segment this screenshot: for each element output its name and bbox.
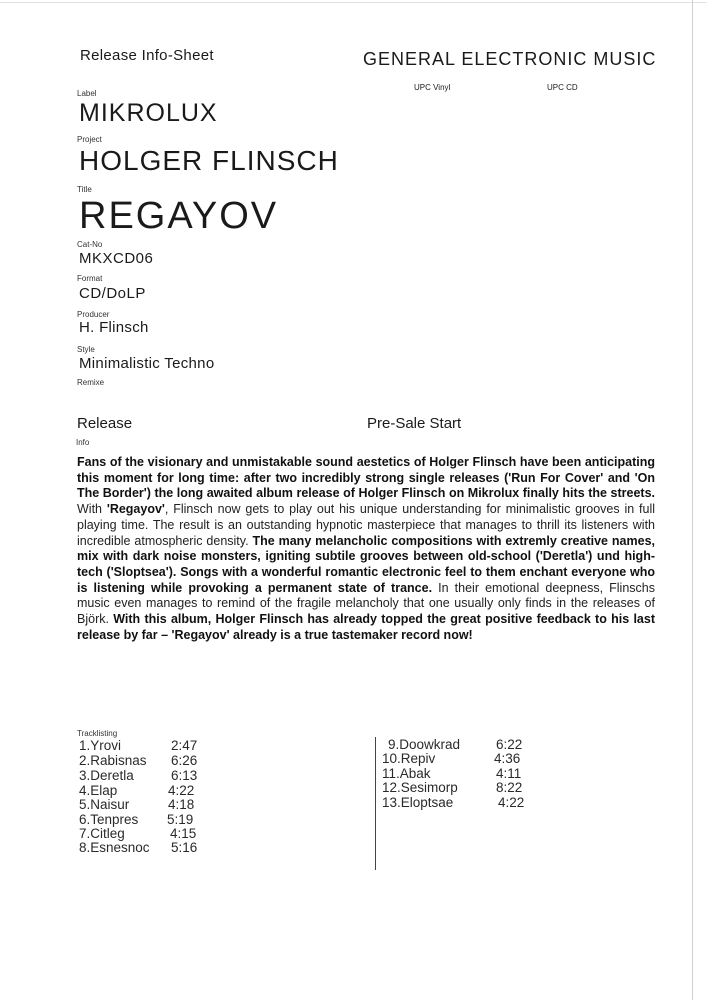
track-title: 4.Elap — [79, 783, 118, 798]
info-segment: The many melancholic compositions with extremly creative names, mix with dark noise monsters, igniting subtile grooves between old-school ('Deretla') und high-tech ('Sloptsea'). Songs with a wonderful romantic electronic feel to them enchant everyone who is listening while provoking a permanent state of trance. — [77, 533, 655, 595]
producer-value: H. Flinsch — [79, 319, 149, 336]
info-segment: In their emotional deepness, Flinschs music even manages to remind of the fragile melancholy that one usually only finds in the releases of Björk. — [77, 580, 655, 627]
track-title: 11.Abak — [382, 766, 431, 781]
track-duration: 4:36 — [494, 751, 521, 766]
track-duration: 6:26 — [171, 753, 198, 768]
track-title: 1.Yrovi — [79, 738, 122, 753]
track-duration: 6:13 — [171, 768, 198, 783]
info-caption: Info — [76, 438, 90, 447]
track-title: 12.Sesimorp — [382, 780, 458, 795]
upc-vinyl-caption: UPC Vinyl — [414, 83, 451, 92]
track-title: 7.Citleg — [79, 826, 125, 841]
info-segment: 'Regayov' — [106, 502, 165, 517]
tracklisting-caption: Tracklisting — [77, 729, 118, 738]
format-caption: Format — [77, 274, 103, 283]
presale-caption: Pre-Sale Start — [367, 415, 462, 432]
info-segment: Fans of the visionary and unmistakable sound aestetics of Holger Flinsch have been anticipating this moment for long time: after two incredibly strong single releases ('Run For Cover' and 'On The Border') the long awaited album release of Holger Flinsch on Mikrolux finally hits the streets. — [77, 455, 655, 501]
page-right-edge — [692, 0, 693, 1000]
track-duration: 4:11 — [496, 766, 522, 781]
project-caption: Project — [77, 135, 102, 144]
track-duration: 4:22 — [168, 783, 195, 798]
title-caption: Title — [77, 185, 92, 194]
style-value: Minimalistic Techno — [79, 355, 215, 372]
track-title: 13.Eloptsae — [382, 795, 454, 810]
tracklist-divider — [375, 737, 376, 870]
track-duration: 5:19 — [167, 812, 194, 827]
catno-value: MKXCD06 — [79, 250, 154, 267]
release-info-text — [77, 455, 655, 643]
track-title: 10.Repiv — [382, 751, 436, 766]
track-duration: 6:22 — [496, 737, 523, 752]
info-segment: With this album, Holger Flinsch has already topped the great positive feedback to his last release by far – 'Regayov' already is a true tastemaker record now! — [77, 612, 655, 642]
track-title: 8.Esnesnoc — [79, 840, 150, 855]
remixe-caption: Remixe — [77, 378, 105, 387]
track-title: 2.Rabisnas — [79, 753, 147, 768]
title-value: REGAYOV — [79, 195, 279, 237]
label-value: MIKROLUX — [79, 99, 218, 127]
document-title: Release Info-Sheet — [80, 47, 214, 64]
label-caption: Label — [77, 89, 97, 98]
track-duration: 4:15 — [170, 826, 197, 841]
track-duration: 4:22 — [498, 795, 525, 810]
project-value: HOLGER FLINSCH — [79, 145, 339, 176]
info-segment: With — [77, 502, 107, 517]
page-top-edge — [0, 2, 707, 3]
track-duration: 4:18 — [168, 797, 195, 812]
info-segment: , Flinsch now gets to play out his unique understanding for minimalistic grooves in full playing time. The result is an outstanding hypnotic masterpiece that manages to thrill its listeners with incredible atmospheric density. — [77, 502, 655, 548]
track-title: 6.Tenpres — [79, 812, 139, 827]
upc-cd-caption: UPC CD — [547, 83, 578, 92]
format-value: CD/DoLP — [79, 285, 146, 302]
track-duration: 8:22 — [496, 780, 523, 795]
style-caption: Style — [77, 345, 95, 354]
track-duration: 2:47 — [171, 738, 198, 753]
track-title: 5.Naisur — [79, 797, 130, 812]
brand-name: GENERAL ELECTRONIC MUSIC — [363, 49, 657, 69]
track-title: 9.Doowkrad — [388, 737, 461, 752]
producer-caption: Producer — [77, 310, 110, 319]
release-caption: Release — [77, 415, 133, 432]
track-title: 3.Deretla — [79, 768, 134, 783]
track-duration: 5:16 — [171, 840, 198, 855]
catno-caption: Cat-No — [77, 240, 103, 249]
